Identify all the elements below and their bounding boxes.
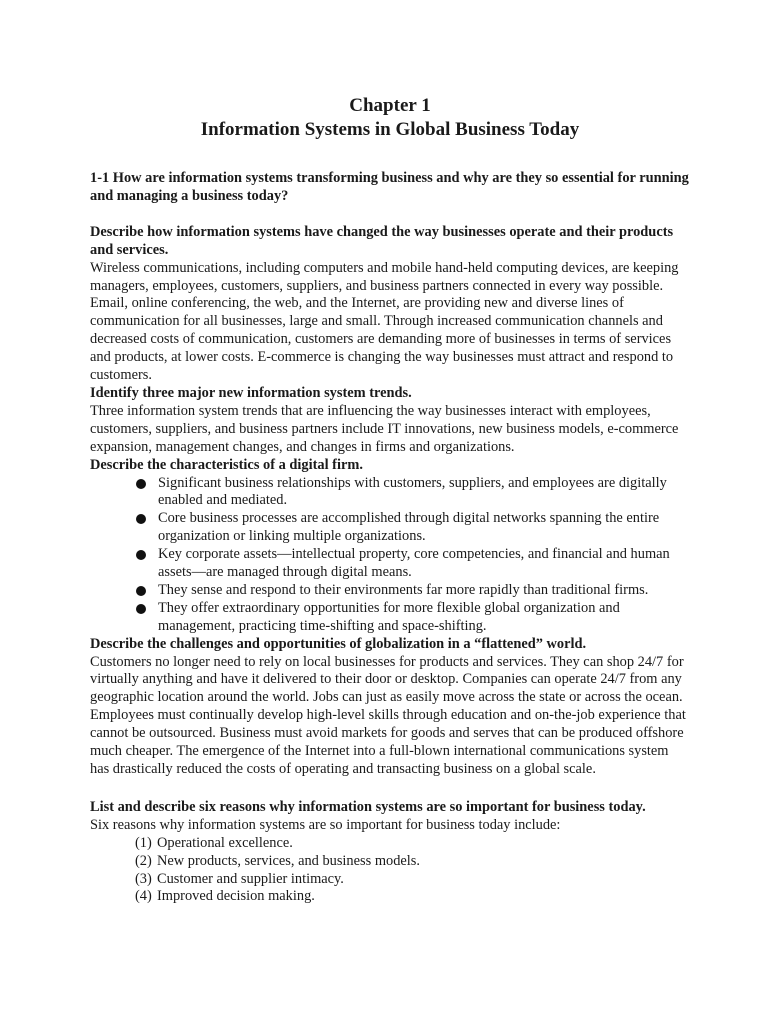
document-page [90, 94, 690, 906]
bullet-icon [136, 514, 146, 524]
list-item-text: They offer extraordinary opportunities for more flexible global organization and management, practicing time-shifting and space-shifting. [158, 599, 620, 634]
section-heading: 1-1 How are information systems transforming business and why are they so essential for running and managing a business today? [90, 170, 689, 204]
list-item [135, 871, 690, 889]
chapter-header [90, 94, 690, 142]
q4-body: Customers no longer need to rely on local businesses for products and services. They can shop 24/7 for virtually anything and have it delivered to their door or desktop. Companies can operate 24/7 from any geographic location around the world. Jobs can just as easily move across the state or across the ocean. Employees must continually develop high-level skills through education and on-the-job experience that cannot be outsourced. Business must avoid markets for goods and serves that can be produced offshore much cheaper. The emergence of the Internet into a full-blown international communications system has drastically reduced the costs of operating and transacting business on a global scale. [90, 653, 686, 777]
list-item-text: Operational excellence. [157, 834, 293, 851]
bullet-icon [136, 550, 146, 560]
list-item [135, 835, 690, 853]
list-item [136, 546, 690, 582]
q1-heading: Describe how information systems have changed the way businesses operate and their products and services. [90, 223, 674, 258]
q5-heading: List and describe six reasons why information systems are so important for business today. [90, 798, 646, 815]
q1-body: Wireless communications, including computers and mobile hand-held computing devices, are keeping managers, employees, customers, suppliers, and business partners connected in every way possible. Email, online conferencing, the web, and the Internet, are providing new and diverse lines of communication for all businesses, large and small. Through increased communication channels and decreased costs of communication, customers are demanding more of businesses in terms of services and products, at lower costs. E-commerce is changing the way businesses must attract and respond to customers. [90, 259, 679, 384]
list-item-text: New products, services, and business models. [157, 852, 420, 869]
list-number: (4) [135, 888, 152, 905]
q3-heading: Describe the characteristics of a digital firm. [90, 456, 363, 473]
list-item [136, 475, 690, 511]
q4-heading: Describe the challenges and opportunities of globalization in a “flattened” world. [90, 635, 587, 652]
list-number: (2) [135, 852, 152, 869]
list-item-text: Key corporate assets—intellectual property, core competencies, and financial and human assets—are managed through digital means. [158, 546, 670, 581]
q2-heading: Identify three major new information system trends. [90, 384, 412, 401]
list-item-text: Improved decision making. [157, 888, 315, 905]
list-item [136, 582, 690, 600]
reasons-list [90, 835, 690, 907]
list-item [135, 853, 690, 871]
list-item-text: They sense and respond to their environments far more rapidly than traditional firms. [158, 581, 649, 598]
q5-intro: Six reasons why information systems are so important for business today include: [90, 816, 561, 833]
bullet-icon [136, 604, 146, 614]
list-item-text: Core business processes are accomplished through digital networks spanning the entire organization or linking multiple organizations. [158, 510, 660, 545]
list-item-text: Customer and supplier intimacy. [157, 870, 344, 887]
q2-body: Three information system trends that are influencing the way businesses interact with employees, customers, suppliers, and business partners include IT innovations, new business models, e-commerce expansion, management changes, and changes in firms and organizations. [90, 402, 679, 455]
list-item-text: Significant business relationships with customers, suppliers, and employees are digitally enabled and mediated. [158, 474, 667, 509]
chapter-number: Chapter 1 [349, 95, 431, 116]
digital-firm-list [90, 475, 690, 636]
bullet-icon [136, 586, 146, 596]
bullet-icon [136, 479, 146, 489]
chapter-title: Information Systems in Global Business Today [200, 119, 580, 140]
list-number: (3) [135, 870, 152, 887]
list-number: (1) [135, 834, 152, 851]
list-item [136, 600, 690, 636]
list-item [135, 888, 690, 906]
list-item [136, 510, 690, 546]
